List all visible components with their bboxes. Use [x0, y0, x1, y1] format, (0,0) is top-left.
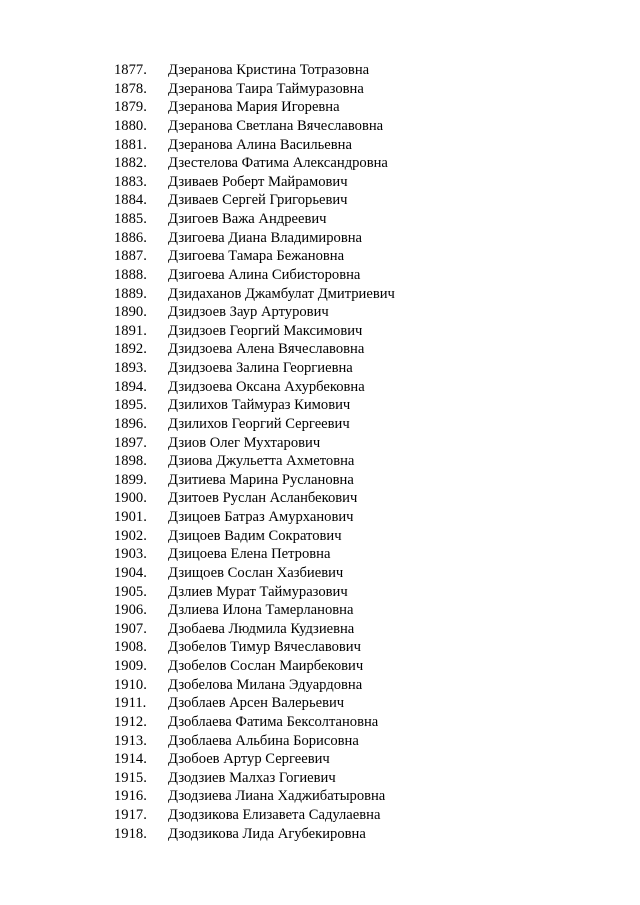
- list-item-number: 1885.: [114, 211, 147, 227]
- list-item: [0, 806, 640, 825]
- list-item-full-name: Дзобаева Людмила Кудзиевна: [168, 620, 355, 637]
- list-item-number: 1898.: [114, 453, 147, 470]
- list-item-number: 1904.: [114, 564, 147, 581]
- list-item-number: 1895.: [114, 397, 147, 414]
- list-item-full-name: Дзиова Джульетта Ахметовна: [168, 453, 355, 470]
- list-item: [0, 732, 640, 751]
- list-item: [0, 657, 640, 676]
- list-item-number: 1910.: [114, 676, 147, 693]
- list-item: [0, 713, 640, 732]
- list-item-full-name: Дзодзиева Лиана Хаджибатыровна: [168, 788, 386, 805]
- list-item-number: 1917.: [114, 807, 147, 823]
- list-item: [0, 825, 640, 844]
- list-item: [0, 210, 640, 229]
- list-item-full-name: Дзигоева Тамара Бежановна: [168, 248, 345, 265]
- list-item-number: 1884.: [114, 192, 147, 209]
- list-item-full-name: Дзигоев Важа Андреевич: [168, 211, 327, 227]
- list-item: [0, 415, 640, 434]
- list-item-number: 1878.: [114, 80, 147, 97]
- list-item-full-name: Дзиов Олег Мухтарович: [168, 434, 321, 451]
- list-item-full-name: Дзидзоев Заур Артурович: [168, 304, 329, 321]
- list-item-full-name: Дзеранова Светлана Вячеславовна: [168, 117, 384, 134]
- list-item-full-name: Дзицоева Елена Петровна: [168, 546, 331, 563]
- list-item-full-name: Дзидаханов Джамбулат Дмитриевич: [168, 285, 395, 302]
- list-item: [0, 322, 640, 341]
- list-item: [0, 638, 640, 657]
- list-item-number: 1896.: [114, 415, 147, 432]
- list-item-full-name: Дзидзоева Залина Георгиевна: [168, 360, 353, 376]
- list-item-full-name: Дзлиев Мурат Таймуразович: [168, 583, 348, 600]
- list-item-full-name: Дзеранова Алина Васильевна: [168, 136, 352, 153]
- list-item: [0, 545, 640, 564]
- list-item: [0, 117, 640, 136]
- list-item: [0, 285, 640, 304]
- list-item-number: 1907.: [114, 620, 147, 637]
- list-item: [0, 98, 640, 117]
- list-item-full-name: Дзитиева Марина Руслановна: [168, 471, 354, 488]
- list-item-number: 1899.: [114, 471, 147, 488]
- list-item: [0, 471, 640, 490]
- list-item: [0, 191, 640, 210]
- list-item: [0, 583, 640, 602]
- list-item-number: 1909.: [114, 658, 147, 674]
- list-item-full-name: Дзилихов Таймураз Кимович: [168, 397, 351, 414]
- list-item-full-name: Дзицоев Батраз Амурханович: [168, 509, 354, 525]
- list-item-number: 1893.: [114, 360, 147, 376]
- list-item-full-name: Дзобоев Артур Сергеевич: [168, 751, 330, 768]
- list-item: [0, 173, 640, 192]
- list-item-number: 1906.: [114, 602, 147, 619]
- list-item-full-name: Дзобелов Сослан Маирбекович: [168, 658, 364, 674]
- list-item-full-name: Дзицоев Вадим Сократович: [168, 527, 342, 544]
- list-item: [0, 769, 640, 788]
- list-item: [0, 694, 640, 713]
- list-item-full-name: Дзодзикова Елизавета Садулаевна: [168, 807, 381, 823]
- list-item-number: 1905.: [114, 583, 147, 600]
- list-item: [0, 452, 640, 471]
- list-item-number: 1912.: [114, 713, 147, 730]
- list-item-full-name: Дзестелова Фатима Александровна: [168, 155, 388, 172]
- list-item-full-name: Дзищоев Сослан Хазбиевич: [168, 564, 344, 581]
- list-item: [0, 340, 640, 359]
- list-item-full-name: Дзодзикова Лида Агубекировна: [168, 825, 366, 842]
- list-item-number: 1882.: [114, 155, 147, 172]
- list-item: [0, 80, 640, 99]
- list-item: [0, 61, 640, 80]
- list-item-full-name: Дзоблаева Фатима Бексолтановна: [168, 713, 379, 730]
- list-item-full-name: Дзобелова Милана Эдуардовна: [168, 676, 363, 693]
- list-item-number: 1918.: [114, 825, 147, 842]
- list-item-number: 1894.: [114, 378, 147, 395]
- list-item: [0, 266, 640, 285]
- list-item-full-name: Дзобелов Тимур Вячеславович: [168, 639, 361, 656]
- list-item-number: 1916.: [114, 788, 147, 805]
- list-item-number: 1889.: [114, 285, 147, 302]
- list-item: [0, 489, 640, 508]
- list-item: [0, 620, 640, 639]
- list-item: [0, 359, 640, 378]
- list-item-full-name: Дзиваев Сергей Григорьевич: [168, 192, 348, 209]
- list-item-number: 1897.: [114, 434, 147, 451]
- list-item-number: 1892.: [114, 341, 147, 358]
- list-item: [0, 303, 640, 322]
- list-item: [0, 750, 640, 769]
- list-item-number: 1883.: [114, 173, 147, 190]
- list-item-number: 1886.: [114, 229, 147, 246]
- list-item-number: 1900.: [114, 490, 147, 507]
- list-item-full-name: Дзлиева Илона Тамерлановна: [168, 602, 354, 619]
- list-item-number: 1915.: [114, 769, 147, 786]
- list-item-number: 1881.: [114, 136, 147, 153]
- list-item-number: 1880.: [114, 117, 147, 134]
- list-item-full-name: Дзеранова Кристина Тотразовна: [168, 62, 370, 78]
- list-item-number: 1879.: [114, 99, 147, 116]
- list-item-full-name: Дзоблаев Арсен Валерьевич: [168, 695, 345, 712]
- list-item: [0, 676, 640, 695]
- list-item-number: 1902.: [114, 527, 147, 544]
- list-item: [0, 136, 640, 155]
- list-item-number: 1887.: [114, 248, 147, 265]
- list-item-full-name: Дзидзоев Георгий Максимович: [168, 322, 363, 339]
- list-item-number: 1911.: [114, 695, 147, 712]
- list-item: [0, 229, 640, 248]
- list-item: [0, 787, 640, 806]
- list-item-number: 1890.: [114, 304, 147, 321]
- list-item-full-name: Дзиваев Роберт Майрамович: [168, 173, 348, 190]
- list-item: [0, 247, 640, 266]
- list-item: [0, 378, 640, 397]
- list-item-number: 1877.: [114, 62, 147, 78]
- list-item-number: 1913.: [114, 732, 147, 749]
- list-item: [0, 601, 640, 620]
- list-item-full-name: Дзодзиев Малхаз Гогиевич: [168, 769, 336, 786]
- list-item-full-name: Дзеранова Таира Таймуразовна: [168, 80, 364, 97]
- list-item: [0, 508, 640, 527]
- list-item-full-name: Дзеранова Мария Игоревна: [168, 99, 340, 116]
- list-item-number: 1914.: [114, 751, 147, 768]
- list-item-full-name: Дзидзоева Алена Вячеславовна: [168, 341, 365, 358]
- list-item-number: 1888.: [114, 266, 147, 283]
- list-item-number: 1903.: [114, 546, 147, 563]
- list-item-full-name: Дзоблаева Альбина Борисовна: [168, 732, 359, 749]
- list-item: [0, 434, 640, 453]
- numbered-name-list: [0, 61, 640, 843]
- list-item: [0, 564, 640, 583]
- list-item-number: 1901.: [114, 509, 147, 525]
- list-item-full-name: Дзидзоева Оксана Ахурбековна: [168, 378, 365, 395]
- list-item-full-name: Дзигоева Алина Сибисторовна: [168, 266, 361, 283]
- list-item: [0, 527, 640, 546]
- list-item-number: 1908.: [114, 639, 147, 656]
- list-item-full-name: Дзитоев Руслан Асланбекович: [168, 490, 358, 507]
- list-item-full-name: Дзилихов Георгий Сергеевич: [168, 415, 350, 432]
- list-item-full-name: Дзигоева Диана Владимировна: [168, 229, 363, 246]
- list-item: [0, 396, 640, 415]
- list-item-number: 1891.: [114, 322, 147, 339]
- list-item: [0, 154, 640, 173]
